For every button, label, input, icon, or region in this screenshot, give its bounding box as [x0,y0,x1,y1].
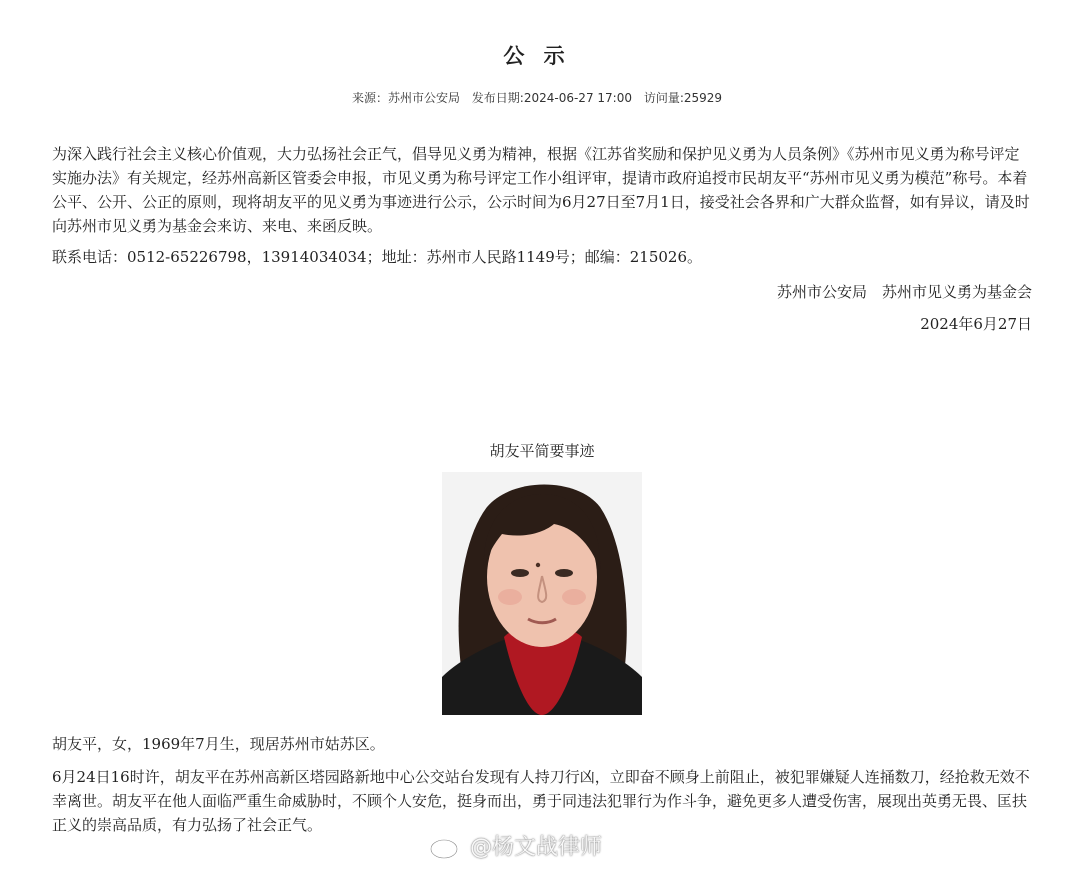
page-title: 公 示 [503,44,571,68]
profile-basic: 胡友平，女，1969年7月生，现居苏州市姑苏区。 [52,735,385,753]
contact-info: 联系电话：0512-65226798，13914034034；地址：苏州市人民路1149号；邮编：215026。 [52,248,703,266]
portrait-photo [442,472,642,715]
portrait-illustration [442,472,642,715]
article-meta [0,89,1074,106]
notice-text: 为深入践行社会主义核心价值观，大力弘扬社会正气，倡导见义勇为精神，根据《江苏省奖励和保护见义勇为人员条例》《苏州市见义勇为称号评定实施办法》有关规定，经苏州高新区管委会申报，市见义勇为称号评定工作小组评审，提请市政府追授市民胡友平“苏州市见义勇为模范”称号。本着公平、公开、公正的原则，现将胡友平的见义勇为事迹进行公示，公示时间为6月27日至7月1日，接受社会各界和广大群众监督，如有异议，请及时向苏州市见义勇为基金会来访、来电、来函反映。 [52,145,1030,235]
watermark-text: @杨文战律师 [470,835,603,860]
profile-story: 6月24日16时许，胡友平在苏州高新区塔园路新地中心公交站台发现有人持刀行凶，立即奋不顾身上前阻止，被犯罪嫌疑人连捅数刀，经抢救无效不幸离世。胡友平在他人面临严重生命威胁时，不顾个人安危，挺身而出，勇于同违法犯罪行为作斗争，避免更多人遭受伤害，展现出英勇无畏、匡扶正义的崇高品质，有力弘扬了社会正气。 [52,768,1030,834]
view-count: 访问量:25929 [643,91,723,105]
weibo-icon [430,832,464,860]
sign-date: 2024年6月27日 [920,315,1032,333]
watermark [430,830,602,861]
signers: 苏州市公安局 苏州市见义勇为基金会 [776,283,1032,301]
notice-paragraph [52,142,1034,238]
section-title: 胡友平简要事迹 [489,442,595,460]
publish-date: 发布日期:2024-06-27 17:00 [471,91,632,105]
source-label: 来源：苏州市公安局 [351,91,460,105]
